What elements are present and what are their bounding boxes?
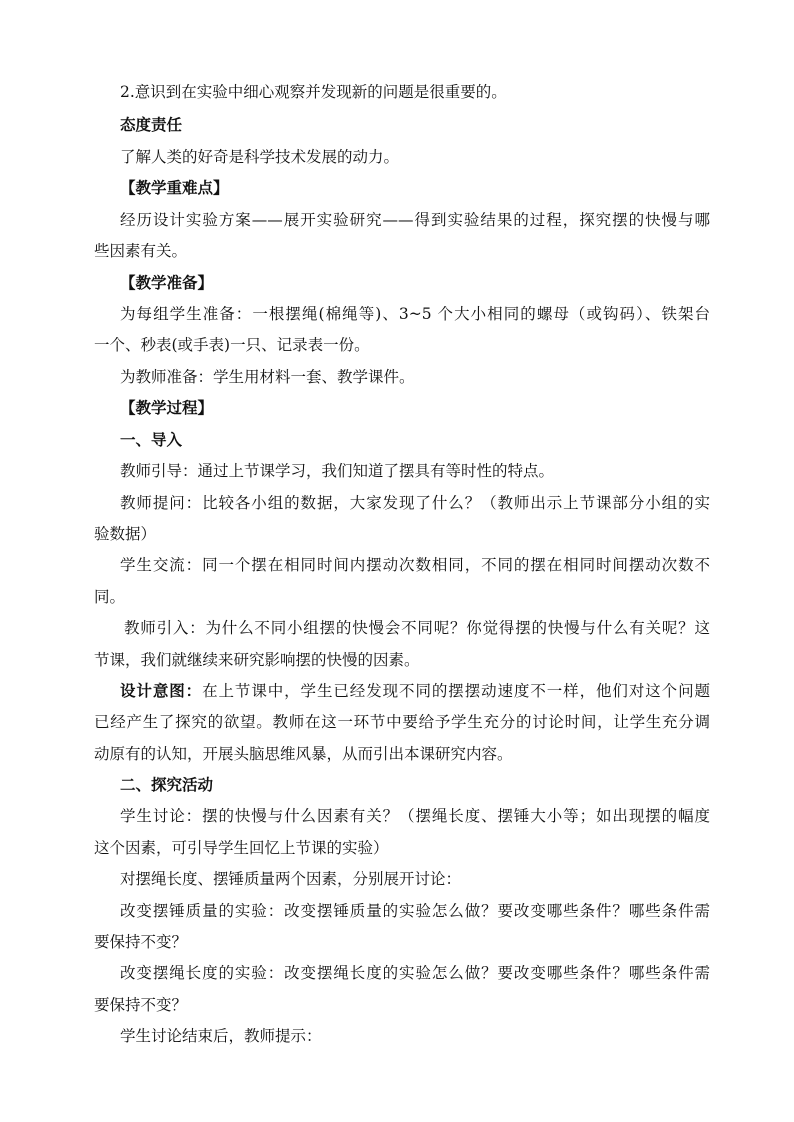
design-intent-label: 设计意图：: [120, 681, 203, 700]
design-intent-line-2: 已经产生了探究的欲望。教师在这一环节中要给予学生充分的讨论时间，让学生充分调: [94, 713, 710, 731]
mass-experiment-line-1: 改变摆锤质量的实验：改变摆锤质量的实验怎么做？要改变哪些条件？哪些条件需: [120, 902, 710, 920]
length-experiment-line-2: 要保持不变？: [94, 996, 188, 1014]
teacher-lead-line-2: 节课，我们就继续来研究影响摆的快慢的因素。: [94, 651, 420, 669]
length-experiment-line-1: 改变摆绳长度的实验：改变摆绳长度的实验怎么做？要改变哪些条件？哪些条件需: [120, 964, 710, 982]
intro-guide-text: 教师引导：通过上节课学习，我们知道了摆具有等时性的特点。: [120, 462, 555, 480]
two-factors-text: 对摆绳长度、摆锤质量两个因素，分别展开讨论：: [120, 870, 462, 888]
discuss-line-1: 学生讨论：摆的快慢与什么因素有关？（摆绳长度、摆锤大小等；如出现摆的幅度: [120, 807, 710, 825]
student-exchange-line-2: 同。: [94, 588, 126, 606]
prep-heading: 【教学准备】: [120, 273, 214, 292]
discuss-line-2: 这个因素，可引导学生回忆上节课的实验）: [94, 839, 389, 857]
design-intent-line-1: [120, 681, 710, 701]
design-intent-line-3: 动原有的认知，开展头脑思维风暴，从而引出本课研究内容。: [94, 745, 513, 763]
section-2-heading: 二、探究活动: [120, 775, 214, 794]
key-points-line-1: 经历设计实验方案——展开实验研究——得到实验结果的过程，探究摆的快慢与哪: [120, 211, 710, 229]
mass-experiment-line-2: 要保持不变？: [94, 933, 188, 951]
key-points-line-2: 些因素有关。: [94, 242, 188, 260]
design-intent-text: 在上节课中，学生已经发现不同的摆摆动速度不一样，他们对这个问题: [202, 682, 710, 700]
goal-2-text: 2.意识到在实验中细心观察并发现新的问题是很重要的。: [120, 83, 507, 101]
prep-students-line-1: 为每组学生准备：一根摆绳(棉绳等)、3~5 个大小相同的螺母（或钩码）、铁架台: [120, 305, 710, 323]
attitude-heading: 态度责任: [120, 115, 183, 134]
attitude-text: 了解人类的好奇是科学技术发展的动力。: [120, 148, 400, 166]
prep-students-line-2: 一个、秒表(或手表)一只、记录表一份。: [94, 336, 370, 354]
key-points-heading: 【教学重难点】: [120, 178, 229, 197]
section-1-heading: 一、导入: [120, 430, 183, 449]
teacher-lead-line-1: 教师引入：为什么不同小组摆的快慢会不同呢？你觉得摆的快慢与什么有关呢？这: [124, 619, 710, 637]
intro-question-line-2: 验数据）: [94, 525, 157, 543]
prep-teacher-text: 为教师准备：学生用材料一套、教学课件。: [120, 368, 415, 386]
intro-question-line-1: 教师提问：比较各小组的数据，大家发现了什么？（教师出示上节课部分小组的实: [120, 494, 710, 512]
process-heading: 【教学过程】: [120, 398, 214, 417]
student-exchange-line-1: 学生交流：同一个摆在相同时间内摆动次数相同，不同的摆在相同时间摆动次数不: [120, 556, 710, 574]
after-discuss-text: 学生讨论结束后，教师提示：: [120, 1027, 322, 1045]
